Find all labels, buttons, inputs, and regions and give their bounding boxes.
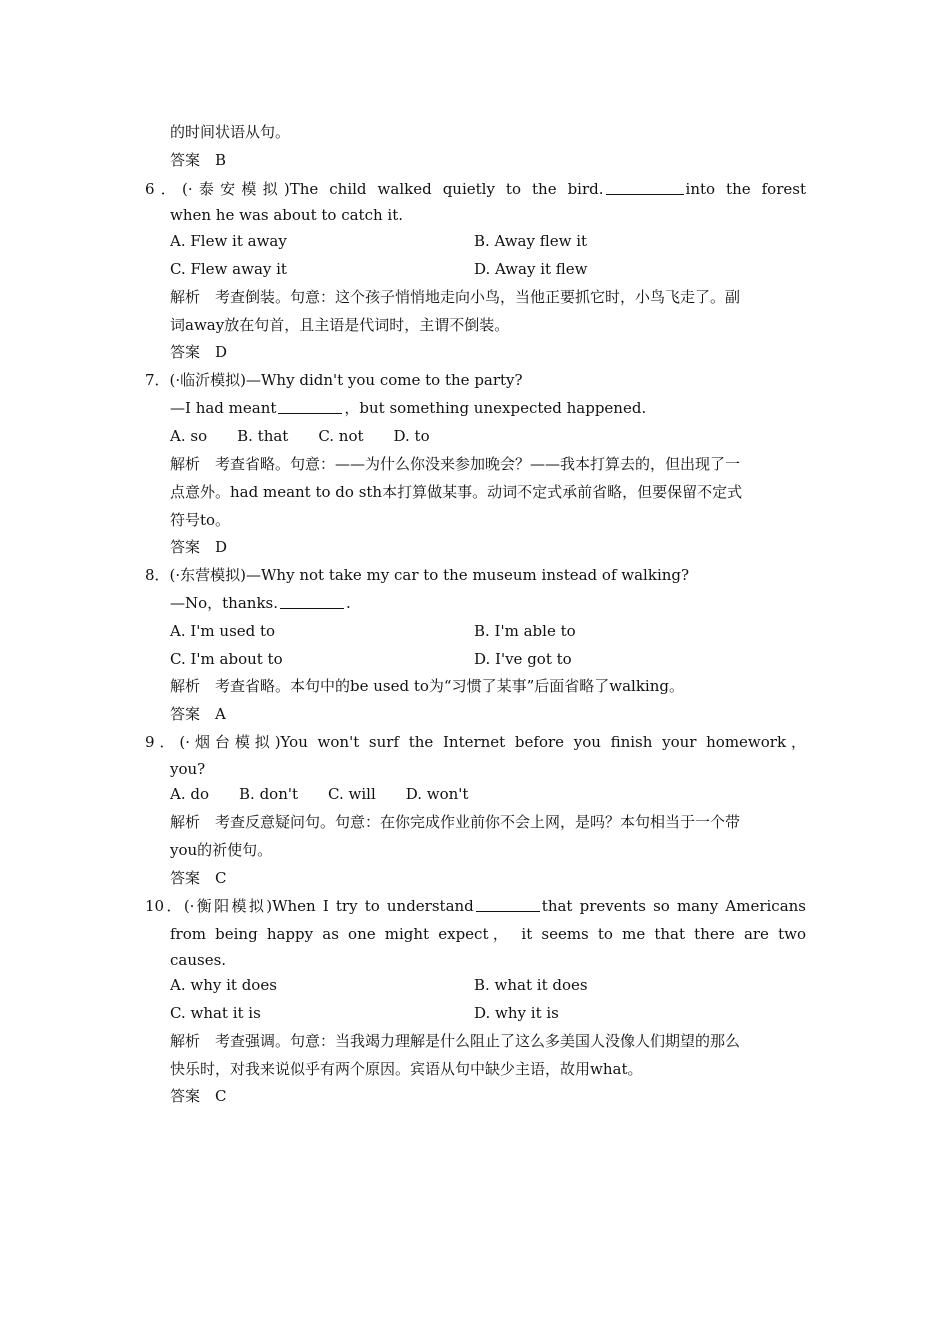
option-c: C. Flew away it <box>170 260 287 278</box>
option-d: D. to <box>393 427 430 445</box>
option-b: B. don't <box>239 785 299 803</box>
explanation-line: 解析 考查省略。本句中的be used to为“习惯了某事”后面省略了walking。 <box>170 677 684 695</box>
explanation-line: 词away放在句首，且主语是代词时，主谓不倒装。 <box>170 316 510 334</box>
answer-line: 答案 C <box>170 869 227 887</box>
question-8-stem-line1: 8．(·东营模拟)—Why not take my car to the museum instead of walking? <box>145 566 690 584</box>
option-a: A. do <box>170 785 210 803</box>
option-b: B. I'm able to <box>474 622 576 640</box>
question-number: 10． <box>145 897 184 915</box>
question-6-stem-line1: 6．(·泰安模拟)The child walked quietly to the bird. into the forest <box>145 180 806 198</box>
options-row <box>170 780 498 808</box>
answer-blank <box>606 180 684 195</box>
option-d: D. why it is <box>474 1004 559 1022</box>
question-number: 8． <box>145 566 170 584</box>
option-c: C. what it is <box>170 1004 261 1022</box>
question-7-stem-line2: —I had meant ，but something unexpected happened. <box>170 399 647 417</box>
question-number: 7． <box>145 371 170 389</box>
option-b: B. that <box>237 427 289 445</box>
answer-line: 答案 D <box>170 538 228 556</box>
option-b: B. Away flew it <box>474 232 588 250</box>
option-a: A. so <box>170 427 208 445</box>
question-8-stem-line2: —No，thanks. . <box>170 594 351 612</box>
option-a: A. I'm used to <box>170 622 276 640</box>
options-row <box>170 422 460 450</box>
option-d: D. Away it flew <box>474 260 588 278</box>
option-b: B. what it does <box>474 976 588 994</box>
question-7-stem-line1: 7．(·临沂模拟)—Why didn't you come to the party? <box>145 371 523 389</box>
question-9-stem-line2: you? <box>170 760 206 778</box>
option-a: A. why it does <box>170 976 277 994</box>
answer-line: 答案 C <box>170 1087 227 1105</box>
explanation-line: 解析 考查倒装。句意：这个孩子悄悄地走向小鸟，当他正要抓它时，小鸟飞走了。副 <box>170 288 741 306</box>
answer-blank <box>278 399 342 414</box>
prev-explanation-tail: 的时间状语从句。 <box>170 123 291 141</box>
prev-answer: 答案 B <box>170 151 227 169</box>
answer-line: 答案 A <box>170 705 226 723</box>
question-10-stem-line3: causes. <box>170 951 227 969</box>
explanation-line: 解析 考查省略。句意：——为什么你没来参加晚会？——我本打算去的，但出现了一 <box>170 455 741 473</box>
answer-blank <box>476 897 540 912</box>
option-c: C. I'm about to <box>170 650 283 668</box>
option-c: C. will <box>328 785 376 803</box>
question-10-stem-line1: 10．(·衡阳模拟)When I try to understand that prevents so many Americans <box>145 897 806 915</box>
option-c: C. not <box>318 427 364 445</box>
explanation-line: 符号to。 <box>170 511 231 529</box>
question-number: 9． <box>145 733 180 751</box>
option-d: D. won't <box>405 785 469 803</box>
answer-blank <box>280 594 344 609</box>
option-d: D. I've got to <box>474 650 572 668</box>
option-a: A. Flew it away <box>170 232 287 250</box>
explanation-line: 解析 考查反意疑问句。句意：在你完成作业前你不会上网，是吗？本句相当于一个带 <box>170 813 741 831</box>
explanation-line: you的祈使句。 <box>170 841 273 859</box>
question-6-stem-line2: when he was about to catch it. <box>170 206 404 224</box>
explanation-line: 快乐时，对我来说似乎有两个原因。宾语从句中缺少主语，故用what。 <box>170 1060 643 1078</box>
answer-line: 答案 D <box>170 343 228 361</box>
explanation-line: 点意外。had meant to do sth本打算做某事。动词不定式承前省略，但要保留不定式 <box>170 483 743 501</box>
explanation-line: 解析 考查强调。句意：当我竭力理解是什么阻止了这么多美国人没像人们期望的那么 <box>170 1032 741 1050</box>
question-10-stem-line2: from being happy as one might expect， it seems to me that there are two <box>170 925 806 943</box>
question-number: 6． <box>145 180 183 198</box>
question-9-stem-line1: 9．(·烟台模拟)You won't surf the Internet before you finish your homework， <box>145 733 806 751</box>
